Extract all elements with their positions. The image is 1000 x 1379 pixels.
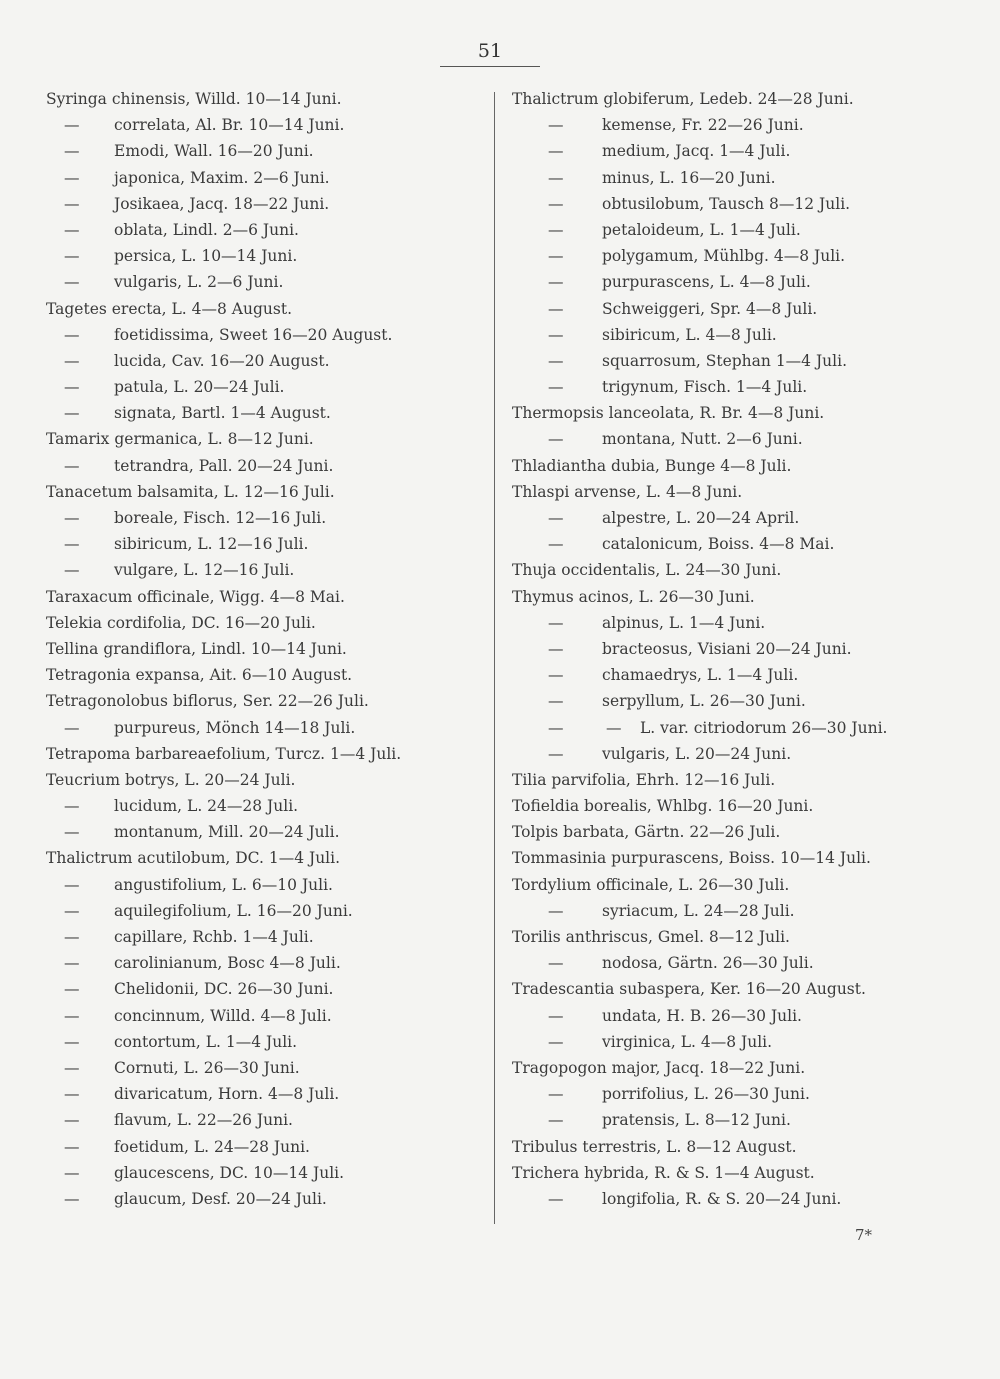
entry-text: Tolpis barbata, Gärtn. 22—26 Juli. <box>512 823 781 842</box>
column-divider <box>494 92 495 1224</box>
ditto-dash: — <box>64 456 80 475</box>
ditto-dash: — <box>548 168 564 187</box>
ditto-dash: — <box>548 535 564 554</box>
entry-text: vulgaris, L. 20—24 Juni. <box>602 744 792 763</box>
entry-text: polygamum, Mühlbg. 4—8 Juli. <box>602 247 846 266</box>
entry-text: signata, Bartl. 1—4 August. <box>114 404 331 423</box>
printer-signature: 7* <box>855 1226 873 1244</box>
ditto-dash: — <box>64 875 80 894</box>
entry-text: concinnum, Willd. 4—8 Juli. <box>114 1006 332 1025</box>
entry-text: Torilis anthriscus, Gmel. 8—12 Juli. <box>512 928 790 946</box>
entry-text: foetidum, L. 24—28 Juni. <box>114 1137 310 1156</box>
entry-text: montanum, Mill. 20—24 Juli. <box>114 823 340 842</box>
entry-text: L. var. citriodorum 26—30 Juni. <box>640 718 888 737</box>
ditto-dash: — <box>606 718 622 737</box>
entry-text: Tribulus terrestris, L. 8—12 August. <box>512 1137 797 1156</box>
entry-text: undata, H. B. 26—30 Juli. <box>602 1006 802 1025</box>
ditto-dash: — <box>64 1006 80 1025</box>
ditto-dash: — <box>548 273 564 292</box>
entry-text: divaricatum, Horn. 4—8 Juli. <box>114 1085 340 1104</box>
entry-text: japonica, Maxim. 2—6 Juni. <box>114 168 330 187</box>
entry-text: Emodi, Wall. 16—20 Juni. <box>114 142 314 161</box>
entry-text: Tordylium officinale, L. 26—30 Juli. <box>512 875 790 894</box>
entry-text: petaloideum, L. 1—4 Juli. <box>602 220 801 239</box>
entry-text: purpureus, Mönch 14—18 Juli. <box>114 718 356 737</box>
ditto-dash: — <box>64 901 80 920</box>
ditto-dash: — <box>64 325 80 344</box>
entry-text: bracteosus, Visiani 20—24 Juni. <box>602 639 852 658</box>
entry-text: persica, L. 10—14 Juni. <box>114 247 298 266</box>
ditto-dash: — <box>548 1085 564 1104</box>
entry-text: Syringa chinensis, Willd. 10—14 Juni. <box>46 90 342 108</box>
entry-text: Josikaea, Jacq. 18—22 Juni. <box>114 194 330 213</box>
entry-text: Tagetes erecta, L. 4—8 August. <box>46 299 293 318</box>
ditto-dash: — <box>64 718 80 737</box>
entry-text: correlata, Al. Br. 10—14 Juni. <box>114 116 345 135</box>
ditto-dash: — <box>64 1137 80 1156</box>
entry-text: capillare, Rchb. 1—4 Juli. <box>114 928 314 946</box>
ditto-dash: — <box>548 325 564 344</box>
entry-text: chamaedrys, L. 1—4 Juli. <box>602 666 799 685</box>
ditto-dash: — <box>64 1058 80 1077</box>
ditto-dash: — <box>548 1189 564 1208</box>
entry-text: trigynum, Fisch. 1—4 Juli. <box>602 378 808 397</box>
ditto-dash: — <box>548 1006 564 1025</box>
entry-text: obtusilobum, Tausch 8—12 Juli. <box>602 194 851 213</box>
entry-text: Chelidonii, DC. 26—30 Juni. <box>114 980 334 999</box>
ditto-dash: — <box>64 1163 80 1182</box>
ditto-dash: — <box>64 194 80 213</box>
entry-text: porrifolius, L. 26—30 Juni. <box>602 1085 810 1104</box>
ditto-dash: — <box>64 220 80 239</box>
ditto-dash: — <box>548 666 564 685</box>
ditto-dash: — <box>64 1085 80 1104</box>
entry-text: Tilia parvifolia, Ehrh. 12—16 Juli. <box>512 770 776 789</box>
entry-text: pratensis, L. 8—12 Juni. <box>602 1111 791 1130</box>
ditto-dash: — <box>64 1111 80 1130</box>
ditto-dash: — <box>548 220 564 239</box>
entry-text: Tetragonia expansa, Ait. 6—10 August. <box>46 666 353 685</box>
ditto-dash: — <box>64 954 80 973</box>
entry-text: Thermopsis lanceolata, R. Br. 4—8 Juni. <box>512 404 825 423</box>
entry-text: Cornuti, L. 26—30 Juni. <box>114 1058 300 1077</box>
ditto-dash: — <box>548 194 564 213</box>
entry-text: nodosa, Gärtn. 26—30 Juli. <box>602 954 814 973</box>
ditto-dash: — <box>64 561 80 580</box>
ditto-dash: — <box>548 509 564 527</box>
entry-text: Taraxacum officinale, Wigg. 4—8 Mai. <box>46 587 345 606</box>
entry-text: kemense, Fr. 22—26 Juni. <box>602 116 804 135</box>
entry-text: medium, Jacq. 1—4 Juli. <box>602 142 791 161</box>
entry-text: catalonicum, Boiss. 4—8 Mai. <box>602 535 835 554</box>
entry-text: Tetragonolobus biflorus, Ser. 22—26 Juli. <box>46 692 369 711</box>
entry-text: alpinus, L. 1—4 Juni. <box>602 613 766 632</box>
entry-text: Tragopogon major, Jacq. 18—22 Juni. <box>512 1058 806 1077</box>
entry-text: alpestre, L. 20—24 April. <box>602 509 800 527</box>
ditto-dash: — <box>548 718 564 737</box>
ditto-dash: — <box>64 797 80 816</box>
entry-text: Schweiggeri, Spr. 4—8 Juli. <box>602 299 818 318</box>
ditto-dash: — <box>64 273 80 292</box>
ditto-dash: — <box>548 1111 564 1130</box>
page-number-rule <box>440 66 540 67</box>
entry-text: vulgare, L. 12—16 Juli. <box>114 561 295 580</box>
ditto-dash: — <box>548 299 564 318</box>
ditto-dash: — <box>548 378 564 397</box>
entry-text: Tradescantia subaspera, Ker. 16—20 August. <box>512 980 866 999</box>
ditto-dash: — <box>548 1032 564 1051</box>
ditto-dash: — <box>548 247 564 266</box>
entry-text: glaucum, Desf. 20—24 Juli. <box>114 1189 327 1208</box>
ditto-dash: — <box>548 692 564 711</box>
entry-text: angustifolium, L. 6—10 Juli. <box>114 875 333 894</box>
entry-text: Thlaspi arvense, L. 4—8 Juni. <box>512 482 743 501</box>
ditto-dash: — <box>548 639 564 658</box>
ditto-dash: — <box>64 509 80 527</box>
ditto-dash: — <box>64 1189 80 1208</box>
entry-text: Telekia cordifolia, DC. 16—20 Juli. <box>46 613 316 632</box>
ditto-dash: — <box>64 404 80 423</box>
entry-text: montana, Nutt. 2—6 Juni. <box>602 430 803 449</box>
entry-text: patula, L. 20—24 Juli. <box>114 378 285 397</box>
entry-text: Teucrium botrys, L. 20—24 Juli. <box>46 770 296 789</box>
entry-text: longifolia, R. & S. 20—24 Juni. <box>602 1189 842 1208</box>
entry-text: vulgaris, L. 2—6 Juni. <box>114 273 284 292</box>
entry-text: Thalictrum acutilobum, DC. 1—4 Juli. <box>46 849 341 868</box>
page-number: 51 <box>477 40 503 62</box>
entry-text: contortum, L. 1—4 Juli. <box>114 1032 298 1051</box>
entry-text: tetrandra, Pall. 20—24 Juni. <box>114 456 334 475</box>
entry-text: sibiricum, L. 4—8 Juli. <box>602 325 777 344</box>
entry-text: glaucescens, DC. 10—14 Juli. <box>114 1163 345 1182</box>
entry-text: serpyllum, L. 26—30 Juni. <box>602 692 806 711</box>
ditto-dash: — <box>548 954 564 973</box>
entry-text: lucidum, L. 24—28 Juli. <box>114 797 299 816</box>
entry-text: Thladiantha dubia, Bunge 4—8 Juli. <box>512 456 792 475</box>
entry-text: Trichera hybrida, R. & S. 1—4 August. <box>512 1163 815 1182</box>
entry-text: flavum, L. 22—26 Juni. <box>114 1111 293 1130</box>
ditto-dash: — <box>64 168 80 187</box>
entry-text: purpurascens, L. 4—8 Juli. <box>602 273 811 292</box>
entry-text: foetidissima, Sweet 16—20 August. <box>114 325 393 344</box>
entry-text: minus, L. 16—20 Juni. <box>602 168 776 187</box>
ditto-dash: — <box>64 928 80 946</box>
ditto-dash: — <box>64 116 80 135</box>
ditto-dash: — <box>548 613 564 632</box>
entry-text: sibiricum, L. 12—16 Juli. <box>114 535 309 554</box>
ditto-dash: — <box>64 823 80 842</box>
ditto-dash: — <box>64 535 80 554</box>
ditto-dash: — <box>548 744 564 763</box>
ditto-dash: — <box>548 901 564 920</box>
entry-text: Thuja occidentalis, L. 24—30 Juni. <box>512 561 782 580</box>
entry-text: boreale, Fisch. 12—16 Juli. <box>114 509 327 527</box>
entry-text: Tommasinia purpurascens, Boiss. 10—14 Juli. <box>512 849 871 868</box>
entry-text: Tellina grandiflora, Lindl. 10—14 Juni. <box>46 639 347 658</box>
entry-text: aquilegifolium, L. 16—20 Juni. <box>114 901 353 920</box>
ditto-dash: — <box>64 142 80 161</box>
entry-text: lucida, Cav. 16—20 August. <box>114 351 330 370</box>
ditto-dash: — <box>64 980 80 999</box>
ditto-dash: — <box>64 351 80 370</box>
ditto-dash: — <box>548 142 564 161</box>
entry-text: virginica, L. 4—8 Juli. <box>602 1032 773 1051</box>
ditto-dash: — <box>548 430 564 449</box>
ditto-dash: — <box>548 351 564 370</box>
ditto-dash: — <box>64 1032 80 1051</box>
ditto-dash: — <box>64 378 80 397</box>
entry-text: Thalictrum globiferum, Ledeb. 24—28 Juni. <box>512 90 854 108</box>
entry-text: squarrosum, Stephan 1—4 Juli. <box>602 351 848 370</box>
entry-text: Tetrapoma barbareaefolium, Turcz. 1—4 Juli. <box>46 744 402 763</box>
ditto-dash: — <box>548 116 564 135</box>
entry-text: oblata, Lindl. 2—6 Juni. <box>114 220 299 239</box>
entry-text: Thymus acinos, L. 26—30 Juni. <box>512 587 755 606</box>
entry-text: Tanacetum balsamita, L. 12—16 Juli. <box>46 482 335 501</box>
ditto-dash: — <box>64 247 80 266</box>
entry-text: Tofieldia borealis, Whlbg. 16—20 Juni. <box>512 797 814 816</box>
entry-text: carolinianum, Bosc 4—8 Juli. <box>114 954 341 973</box>
entry-text: Tamarix germanica, L. 8—12 Juni. <box>46 430 314 449</box>
entry-text: syriacum, L. 24—28 Juli. <box>602 901 795 920</box>
